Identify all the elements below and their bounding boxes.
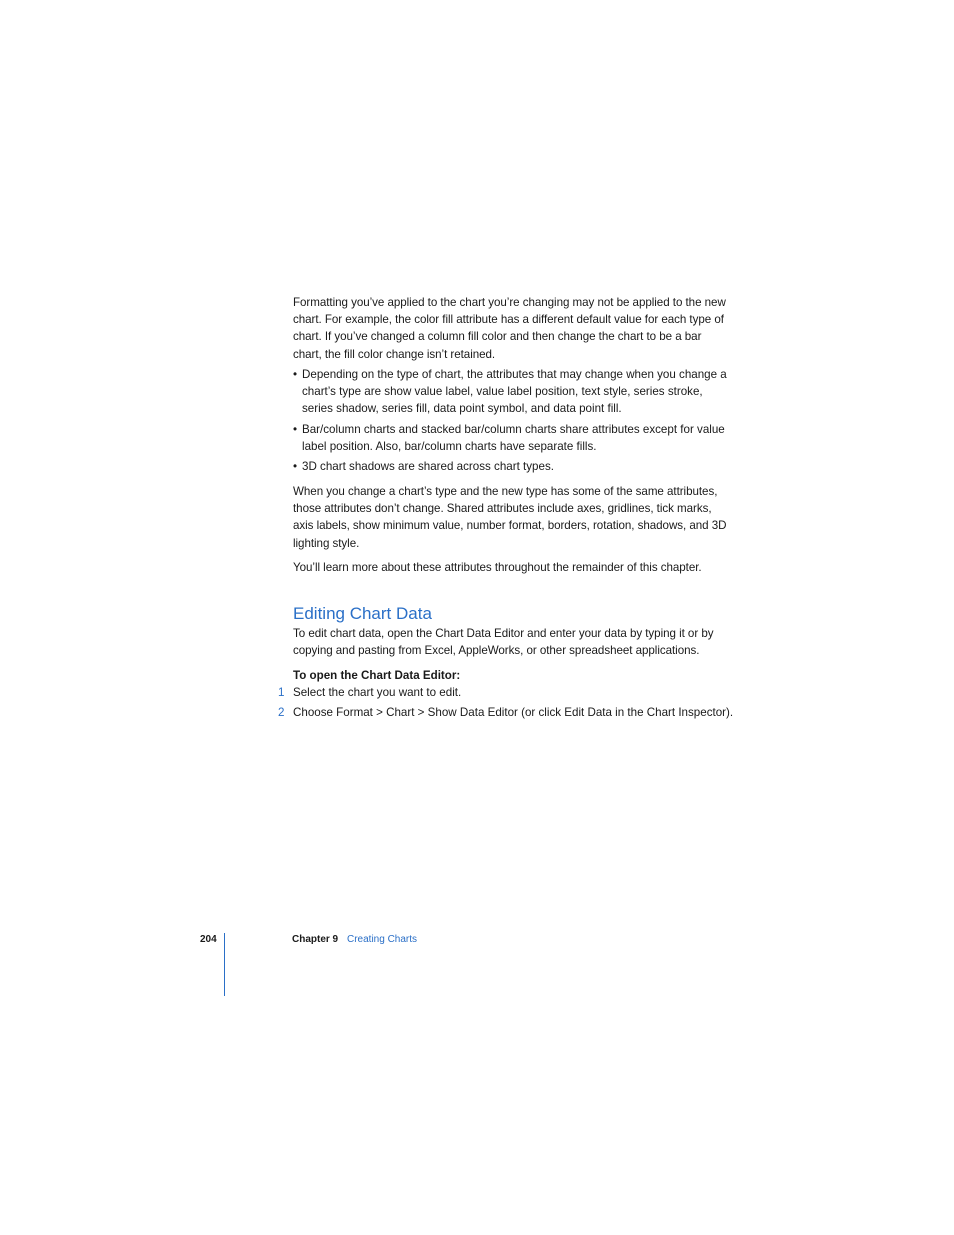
attribute-bullet-list: [293, 366, 733, 478]
bullet-item: • Depending on the type of chart, the attributes that may change when you change a chart’s type are show value label, value label position, text style, series stroke, series shadow, series fill, data point symbol, and data point fill.: [293, 366, 733, 418]
section-heading: Editing Chart Data: [293, 604, 432, 623]
step-item: [270, 684, 750, 701]
step-item: [270, 704, 750, 721]
bullet-item: • Bar/column charts and stacked bar/column charts share attributes except for value label position. Also, bar/column charts have separate fills.: [293, 421, 733, 455]
page-number: 204: [200, 934, 217, 945]
shared-attributes-paragraph: When you change a chart’s type and the new type has some of the same attributes, those attributes don’t change. Shared attributes include axes, gridlines, tick marks, axis labels, show minimum value, number format, borders, rotation, shadows, and 3D lighting style.: [293, 485, 727, 550]
footer-divider: [224, 933, 225, 996]
steps-list: [270, 684, 750, 724]
step-number: 2: [278, 706, 285, 720]
step-text: Select the chart you want to edit.: [293, 686, 462, 699]
chapter-label: Chapter 9: [292, 934, 339, 945]
step-text: Choose Format > Chart > Show Data Editor (or click Edit Data in the Chart Inspector).: [293, 706, 734, 720]
task-title: To open the Chart Data Editor:: [293, 669, 461, 682]
bullet-item: • 3D chart shadows are shared across chart types.: [293, 458, 733, 475]
intro-paragraph: Formatting you’ve applied to the chart you’re changing may not be applied to the new chart. For example, the color fill attribute has a different default value for each type of chart. If you’ve changed a column fill color and then change the chart to be a bar chart, the fill color change isn’t retained.: [293, 296, 726, 361]
section-intro-paragraph: To edit chart data, open the Chart Data Editor and enter your data by typing it or by copying and pasting from Excel, AppleWorks, or other spreadsheet applications.: [293, 627, 714, 658]
step-number: 1: [278, 686, 285, 699]
learn-more-paragraph: You’ll learn more about these attributes throughout the remainder of this chapter.: [293, 561, 702, 574]
chapter-title: Creating Charts: [347, 934, 418, 945]
